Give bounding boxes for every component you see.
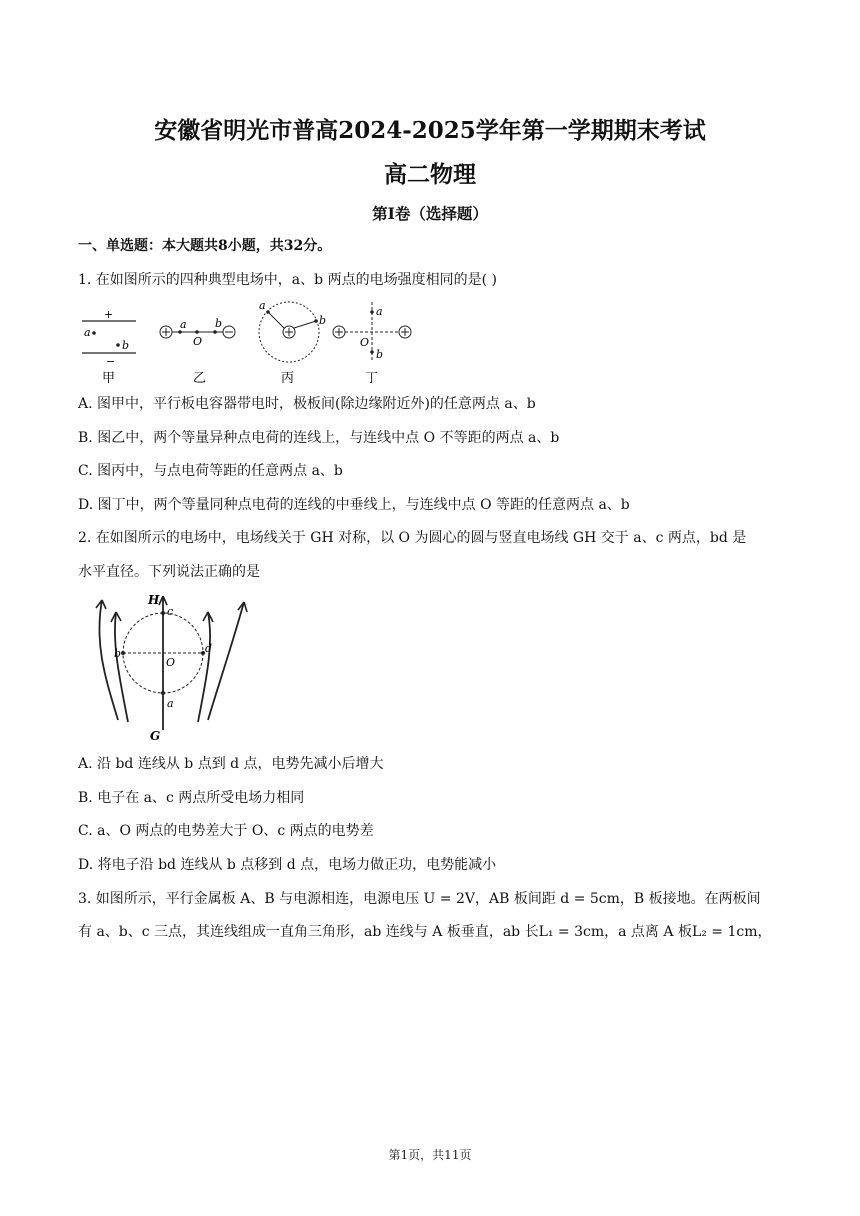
caption-yi: 乙 [193, 371, 207, 386]
q1-option-a: A. 图甲中，平行板电容器带电时，极板间(除边缘附近外)的任意两点 a、b [78, 396, 536, 412]
label-g: G [150, 729, 161, 742]
q2-option-c: C. a、O 两点的电势差大于 O、c 两点的电势差 [78, 823, 374, 839]
q2-stem-line2: 水平直径。下列说法正确的是 [78, 564, 260, 580]
label-a: a [167, 697, 174, 710]
label-b: b [114, 647, 122, 660]
q1-figure [78, 298, 418, 386]
section-heading: 一、单选题：本大题共8小题，共32分。 [78, 238, 332, 254]
label-a: a [180, 318, 187, 331]
caption-ding: 丁 [365, 371, 379, 386]
q3-stem-line2: 有 a、b、c 三点，其连线组成一直角三角形，ab 连线与 A 板垂直，ab 长L₁ = 3cm，a 点离 A 板L₂ = 1cm， [78, 924, 772, 940]
q2-option-a: A. 沿 bd 连线从 b 点到 d 点，电势先减小后增大 [78, 756, 384, 772]
label-d: d [205, 642, 213, 655]
label-c: c [167, 605, 174, 618]
q2-option-b: B. 电子在 a、c 两点所受电场力相同 [78, 790, 305, 806]
caption-jia: 甲 [102, 371, 116, 386]
q1-stem: 1. 在如图所示的四种典型电场中，a、b 两点的电场强度相同的是( ) [78, 272, 497, 288]
label-o: O [193, 335, 203, 348]
label-a: a [376, 305, 383, 318]
figure-bing [259, 299, 326, 386]
q1-option-b: B. 图乙中，两个等量异种点电荷的连线上，与连线中点 O 不等距的两点 a、b [78, 430, 560, 446]
label-b: b [215, 317, 223, 330]
q2-figure [78, 590, 258, 742]
label-b: b [319, 314, 327, 327]
q3-stem-line1: 3. 如图所示，平行金属板 A、B 与电源相连，电源电压 U = 2V，AB 板间距 d = 5cm，B 板接地。在两板间 [78, 891, 761, 907]
page-footer: 第1页，共11页 [388, 1148, 472, 1162]
label-b: b [122, 339, 130, 352]
label-a: a [84, 326, 91, 339]
plus-sign: + [104, 308, 114, 321]
q1-option-c: C. 图丙中，与点电荷等距的任意两点 a、b [78, 463, 343, 479]
exam-title: 安徽省明光市普高2024-2025学年第一学期期末考试 [154, 117, 706, 144]
figure-yi [160, 317, 235, 386]
label-a: a [259, 299, 266, 312]
q2-stem-line1: 2. 在如图所示的电场中，电场线关于 GH 对称，以 O 为圆心的圆与竖直电场线 GH 交于 a、c 两点，bd 是 [78, 530, 747, 546]
q2-option-d: D. 将电子沿 bd 连线从 b 点移到 d 点，电场力做正功，电势能减小 [78, 857, 497, 873]
label-h: H [148, 593, 160, 607]
label-o: O [360, 336, 370, 349]
figure-ding [333, 302, 411, 386]
label-b: b [376, 348, 384, 361]
label-o: O [166, 656, 176, 669]
minus-sign: − [106, 355, 116, 368]
subject-title: 高二物理 [384, 161, 476, 188]
figure-jia [82, 308, 136, 386]
q1-option-d: D. 图丁中，两个等量同种点电荷的连线的中垂线上，与连线中点 O 等距的任意两点 a、b [78, 497, 630, 513]
caption-bing: 丙 [281, 371, 295, 386]
part-title: 第I卷（选择题） [372, 204, 488, 223]
